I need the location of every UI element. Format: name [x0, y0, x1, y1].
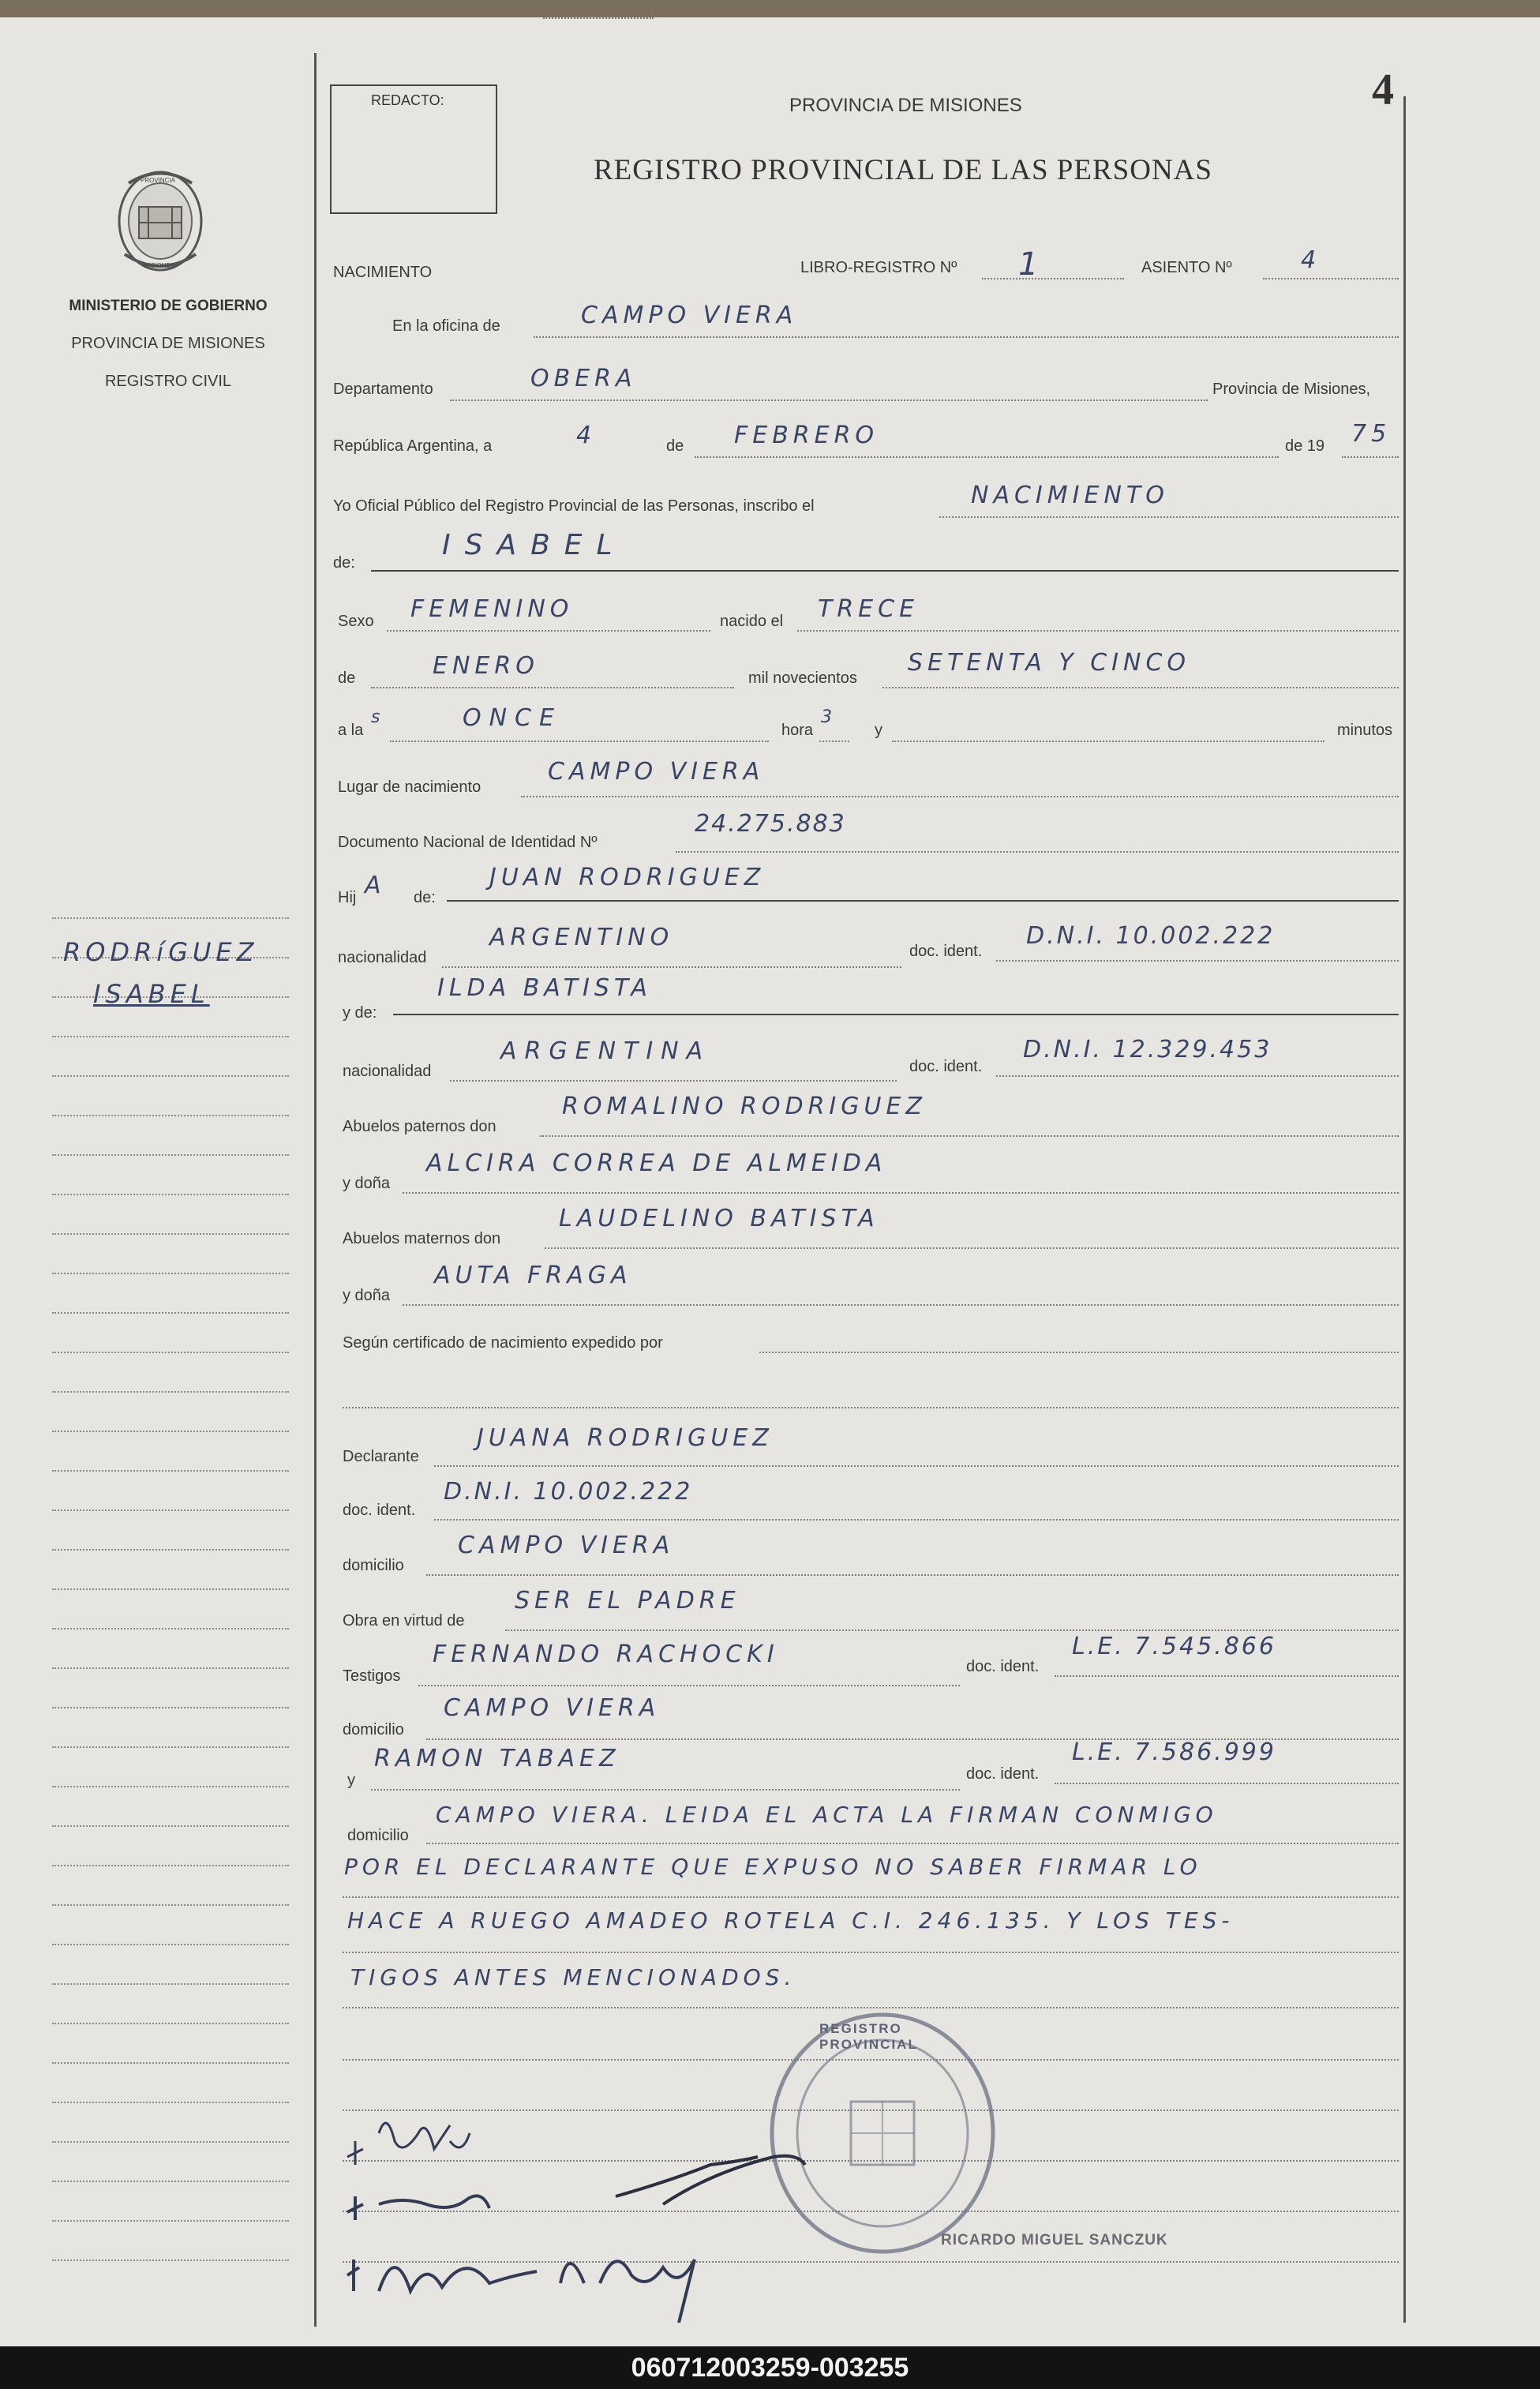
value-padre-doc: D.N.I. 10.002.222	[1026, 922, 1276, 950]
value-testigo2: RAMON TABAEZ	[374, 1745, 620, 1772]
value-testigo1-dom: CAMPO VIERA	[444, 1694, 661, 1722]
image-id-bar: 060712003259-003255	[0, 2346, 1540, 2389]
label-abuelos-paternos: Abuelos paternos don	[343, 1118, 496, 1135]
value-hij-suffix: A	[365, 872, 386, 899]
value-abuela-pat: ALCIRA CORREA DE ALMEIDA	[426, 1149, 887, 1177]
ministry-registry: REGISTRO CIVIL	[104, 373, 232, 390]
value-nacido-anio: SETENTA Y CINCO	[908, 649, 1191, 677]
value-sexo: FEMENINO	[410, 595, 574, 623]
value-madre: ILDA BATISTA	[437, 974, 652, 1002]
label-ydona-pat: y doña	[343, 1175, 391, 1192]
stamp-text: REGISTRO PROVINCIAL	[819, 2021, 918, 2052]
value-abuelo-pat: ROMALINO RODRIGUEZ	[562, 1093, 927, 1120]
value-libro: 1	[1018, 246, 1044, 283]
label-hij-de: de:	[414, 889, 436, 906]
label-y-testigo2: y	[347, 1772, 355, 1789]
margin-surname: RODRíGUEZ	[63, 937, 259, 967]
label-yde: y de:	[343, 1004, 377, 1022]
value-padre: JUAN RODRIGUEZ	[489, 864, 766, 891]
page-title: REGISTRO PROVINCIAL DE LAS PERSONAS	[594, 154, 1212, 186]
ministry-name: MINISTERIO DE GOBIERNO	[69, 298, 268, 314]
value-abuela-mat: AUTA FRAGA	[434, 1262, 632, 1289]
label-documento: Documento Nacional de Identidad Nº	[338, 834, 598, 851]
top-edge	[0, 0, 1540, 17]
left-rule	[314, 53, 317, 2327]
value-dia: 4	[576, 422, 597, 449]
label-minutos: minutos	[1337, 722, 1393, 739]
header-province: PROVINCIA DE MISIONES	[789, 95, 1022, 116]
value-asiento: 4	[1301, 246, 1321, 274]
label-doc-declarante: doc. ident.	[343, 1502, 416, 1519]
value-testigo2-doc: L.E. 7.586.999	[1072, 1738, 1276, 1766]
label-de-nombre: de:	[333, 554, 355, 572]
ministry-seal	[109, 159, 212, 278]
value-obra: SER EL PADRE	[515, 1587, 740, 1615]
document-page	[0, 17, 1540, 2346]
stamp-official-name: RICARDO MIGUEL SANCZUK	[941, 2232, 1168, 2248]
value-anio: 75	[1351, 420, 1392, 448]
label-mil: mil novecientos	[748, 669, 857, 687]
value-padre-nac: ARGENTINO	[489, 924, 674, 951]
label-sexo: Sexo	[338, 613, 374, 630]
label-doc-testigo1: doc. ident.	[966, 1658, 1040, 1675]
redacto-label: REDACTO:	[371, 92, 444, 108]
value-nacido-dia: TRECE	[818, 595, 920, 623]
value-nota-3: HACE A RUEGO AMADEO ROTELA C.I. 246.135. Y LOS TES-	[347, 1907, 1235, 1933]
value-nacido-mes: ENERO	[433, 652, 539, 680]
value-nota-2: POR EL DECLARANTE QUE EXPUSO NO SABER FIRMAR LO	[344, 1854, 1202, 1880]
value-declarante-dom: CAMPO VIERA	[458, 1532, 675, 1559]
value-madre-doc: D.N.I. 12.329.453	[1023, 1036, 1272, 1063]
label-doc-madre: doc. ident.	[909, 1058, 983, 1075]
seal-top-text: PROVINCIA	[141, 177, 176, 184]
seal-bottom-text: MISIONES	[144, 262, 175, 269]
label-oficina: En la oficina de	[392, 317, 500, 335]
value-testigo1: FERNANDO RACHOCKI	[433, 1641, 779, 1668]
label-domicilio-declarante: domicilio	[343, 1557, 404, 1574]
value-abuelo-mat: LAUDELINO BATISTA	[559, 1205, 879, 1232]
label-lugar: Lugar de nacimiento	[338, 778, 481, 796]
value-nota-4: TIGOS ANTES MENCIONADOS.	[350, 1964, 796, 1990]
label-alas: a la	[338, 722, 364, 739]
page-number: 4	[1372, 66, 1394, 114]
value-declarante: JUANA RODRIGUEZ	[477, 1424, 774, 1452]
label-provincia: Provincia de Misiones,	[1212, 381, 1371, 398]
label-libro: LIBRO-REGISTRO Nº	[800, 259, 957, 276]
redacto-box	[330, 84, 497, 214]
label-de19: de 19	[1285, 437, 1325, 455]
label-y-hora: y	[875, 722, 882, 739]
label-hij: Hij	[338, 889, 357, 906]
handwritten-signatures-icon	[332, 2086, 884, 2323]
label-de-mes: de	[666, 437, 684, 455]
value-nombre: ISABEL	[442, 529, 627, 561]
label-nacimiento: NACIMIENTO	[333, 264, 433, 281]
label-nacido: nacido el	[720, 613, 784, 630]
value-oficina: CAMPO VIERA	[581, 302, 798, 329]
right-rule	[1403, 96, 1406, 2323]
label-obra: Obra en virtud de	[343, 1612, 465, 1630]
label-doc-padre: doc. ident.	[909, 943, 983, 960]
value-testigo1-doc: L.E. 7.545.866	[1072, 1633, 1276, 1660]
label-nacionalidad-padre: nacionalidad	[338, 949, 427, 966]
label-ydona-mat: y doña	[343, 1287, 391, 1304]
label-abuelos-maternos: Abuelos maternos don	[343, 1230, 501, 1247]
value-departamento: OBERA	[530, 365, 637, 392]
value-hora-texto: ONCE	[463, 704, 562, 732]
label-domicilio-testigo1: domicilio	[343, 1721, 404, 1738]
label-departamento: Departamento	[333, 381, 433, 398]
label-asiento: ASIENTO Nº	[1141, 259, 1232, 276]
label-nacionalidad-madre: nacionalidad	[343, 1063, 432, 1080]
value-hora-num: 3	[821, 707, 837, 727]
value-mes: FEBRERO	[734, 422, 879, 449]
value-hora-s: s	[371, 707, 385, 727]
value-madre-nac: ARGENTINA	[500, 1037, 711, 1065]
margin-name: ISABEL	[93, 979, 210, 1009]
label-segun: Según certificado de nacimiento expedido por	[343, 1334, 663, 1352]
label-oficial: Yo Oficial Público del Registro Provincial de las Personas, inscribo el	[333, 497, 815, 515]
label-republica: República Argentina, a	[333, 437, 493, 455]
label-hora: hora	[781, 722, 814, 739]
value-dni: 24.275.883	[695, 810, 846, 838]
value-acto: NACIMIENTO	[971, 482, 1169, 509]
value-declarante-doc: D.N.I. 10.002.222	[444, 1478, 693, 1506]
label-domicilio-testigo2: domicilio	[347, 1827, 409, 1844]
ministry-province: PROVINCIA DE MISIONES	[71, 335, 265, 352]
value-nota-1: CAMPO VIERA. LEIDA EL ACTA LA FIRMAN CONMIGO	[436, 1802, 1218, 1828]
label-doc-testigo2: doc. ident.	[966, 1765, 1040, 1783]
label-testigos: Testigos	[343, 1667, 401, 1685]
value-lugar: CAMPO VIERA	[548, 758, 765, 786]
label-de-nacido: de	[338, 669, 356, 687]
label-declarante: Declarante	[343, 1448, 419, 1465]
